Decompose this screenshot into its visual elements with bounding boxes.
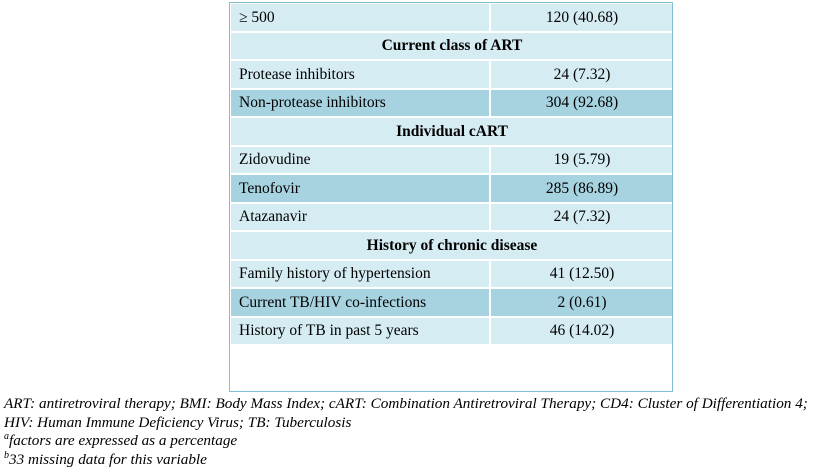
row-value: 285 (86.89)	[490, 174, 674, 203]
table-row	[230, 260, 674, 289]
row-label: History of TB in past 5 years	[230, 317, 490, 346]
row-label: ≥ 500	[230, 3, 490, 32]
row-value: 24 (7.32)	[490, 203, 674, 232]
footnote-b-marker: b	[4, 449, 9, 461]
section-header-row	[230, 32, 674, 61]
section-header-row	[230, 117, 674, 146]
table-row	[230, 3, 674, 32]
table-row	[230, 60, 674, 89]
footnote-a	[4, 432, 824, 451]
section-header: History of chronic disease	[230, 231, 674, 260]
table-row	[230, 146, 674, 175]
section-header: Current class of ART	[230, 32, 674, 61]
table-row	[230, 317, 674, 346]
table-row	[230, 288, 674, 317]
row-value: 41 (12.50)	[490, 260, 674, 289]
data-table-container	[229, 2, 673, 346]
row-value: 19 (5.79)	[490, 146, 674, 175]
row-label: Zidovudine	[230, 146, 490, 175]
row-value: 304 (92.68)	[490, 89, 674, 118]
footnote-b	[4, 451, 824, 470]
row-label: Protease inhibitors	[230, 60, 490, 89]
footnote-b-text: 33 missing data for this variable	[9, 450, 207, 468]
data-table	[229, 2, 675, 346]
footnote-a-marker: a	[4, 430, 9, 442]
table-body	[230, 3, 674, 345]
table-row	[230, 174, 674, 203]
section-header-row	[230, 231, 674, 260]
row-label: Atazanavir	[230, 203, 490, 232]
section-header: Individual cART	[230, 117, 674, 146]
row-label: Family history of hypertension	[230, 260, 490, 289]
table-row	[230, 89, 674, 118]
row-value: 120 (40.68)	[490, 3, 674, 32]
table-footnotes	[4, 395, 824, 469]
row-label: Tenofovir	[230, 174, 490, 203]
row-value: 24 (7.32)	[490, 60, 674, 89]
row-label: Non-protease inhibitors	[230, 89, 490, 118]
footnote-a-text: factors are expressed as a percentage	[9, 432, 238, 449]
row-label: Current TB/HIV co-infections	[230, 288, 490, 317]
abbreviations-note: ART: antiretroviral therapy; BMI: Body Mass Index; cART: Combination Antiretroviral Therapy; CD4: Cluster of Differentiation 4; HIV: Human Immune Deficiency Virus; TB: Tuberculosis	[4, 395, 808, 431]
row-value: 2 (0.61)	[490, 288, 674, 317]
row-value: 46 (14.02)	[490, 317, 674, 346]
table-row	[230, 203, 674, 232]
